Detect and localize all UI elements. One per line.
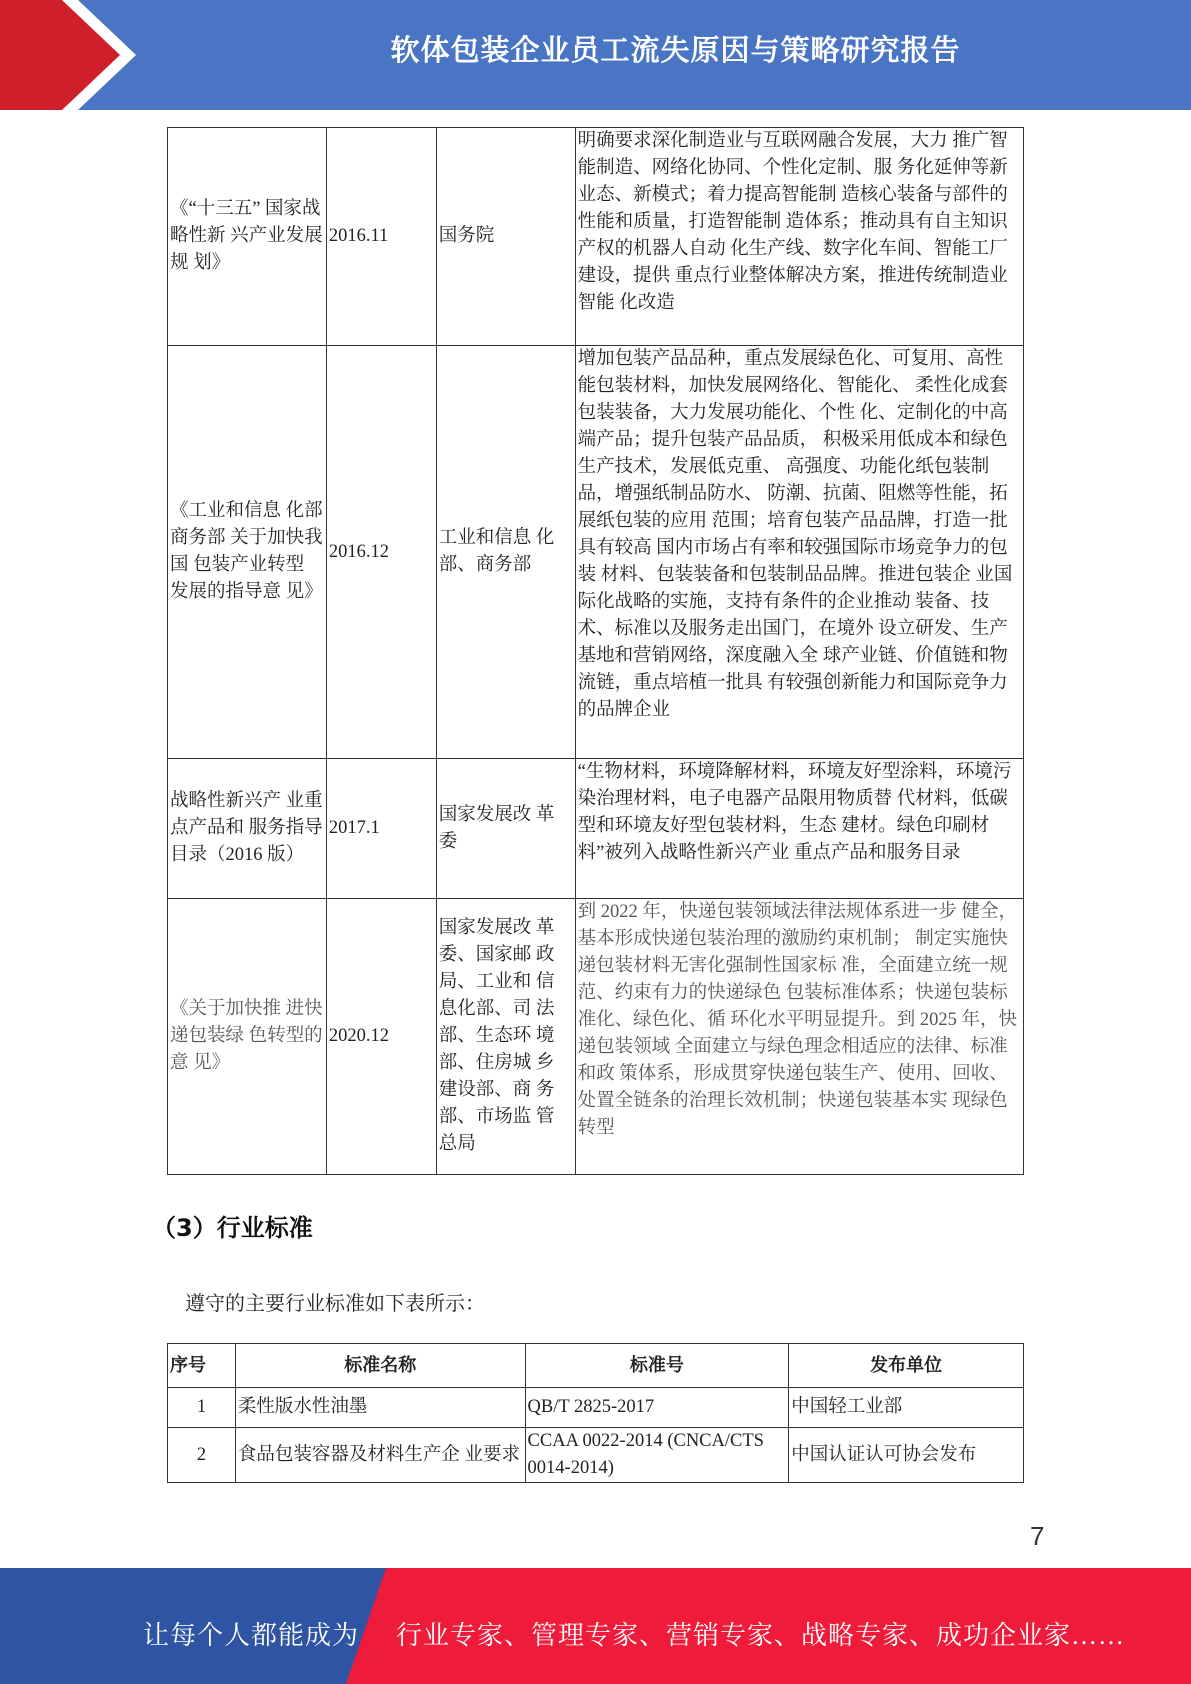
policy-name: 《“十三五” 国家战略性新 兴产业发展规 划》 bbox=[168, 128, 327, 346]
standard-name: 食品包装容器及材料生产企 业要求 bbox=[235, 1428, 525, 1483]
header-arrow-decoration bbox=[0, 0, 150, 110]
policy-date: 2017.1 bbox=[326, 759, 436, 899]
column-header-name: 标准名称 bbox=[235, 1344, 525, 1388]
policy-name: 战略性新兴产 业重点产品和 服务指导目录（2016 版） bbox=[168, 759, 327, 899]
column-header-no: 序号 bbox=[168, 1344, 236, 1388]
standard-code: QB/T 2825-2017 bbox=[525, 1388, 789, 1428]
standards-table bbox=[167, 1343, 1024, 1483]
table-header-row bbox=[168, 1344, 1024, 1388]
policy-issuer: 工业和信息 化部、商务部 bbox=[436, 346, 575, 759]
section-intro: 遵守的主要行业标准如下表所示： bbox=[185, 1293, 485, 1315]
policy-table bbox=[167, 127, 1024, 1175]
policy-issuer: 国家发展改 革委 bbox=[436, 759, 575, 899]
standard-publisher: 中国轻工业部 bbox=[789, 1388, 1024, 1428]
policy-issuer: 国务院 bbox=[436, 128, 575, 346]
table-row bbox=[168, 1428, 1024, 1483]
policy-date: 2016.11 bbox=[326, 128, 436, 346]
report-title: 软体包装企业员工流失原因与策略研究报告 bbox=[390, 33, 961, 67]
standard-no: 2 bbox=[168, 1428, 236, 1483]
table-row bbox=[168, 1388, 1024, 1428]
policy-date: 2016.12 bbox=[326, 346, 436, 759]
policy-content: 到 2022 年，快递包装领域法律法规体系进一步 健全，基本形成快递包装治理的激励约束机制； 制定实施快递包装材料无害化强制性国家标 准，全面建立统一规范、约束有力的快递绿色 包装标准体系；快递包装标准化、绿色化、循 环化水平明显提升。到 2025 年，快递包装领域 全面建立与绿色理念相适应的法律、标准和政 策体系，形成贯穿快递包装生产、使用、回收、 处置全链条的治理长效机制；快递包装基本实 现绿色转型 bbox=[575, 899, 1023, 1175]
table-row bbox=[168, 759, 1024, 899]
policy-name: 《关于加快推 进快递包装绿 色转型的意 见》 bbox=[168, 899, 327, 1175]
footer-slogan-right: 行业专家、管理专家、营销专家、战略专家、成功企业家…… bbox=[396, 1621, 1126, 1650]
section-title: （3）行业标准 bbox=[152, 1214, 313, 1242]
standard-code: CCAA 0022-2014 (CNCA/CTS 0014-2014) bbox=[525, 1428, 789, 1483]
column-header-publisher: 发布单位 bbox=[789, 1344, 1024, 1388]
page-header bbox=[0, 0, 1191, 110]
column-header-code: 标准号 bbox=[525, 1344, 789, 1388]
table-row bbox=[168, 128, 1024, 346]
page-footer bbox=[0, 1568, 1191, 1684]
table-row bbox=[168, 899, 1024, 1175]
standard-no: 1 bbox=[168, 1388, 236, 1428]
policy-issuer: 国家发展改 革委、国家邮 政局、工业和 信息化部、司 法部、生态环 境部、住房城 乡建设部、商 务部、市场监 管总局 bbox=[436, 899, 575, 1175]
standard-name: 柔性版水性油墨 bbox=[235, 1388, 525, 1428]
policy-date: 2020.12 bbox=[326, 899, 436, 1175]
page-number: 7 bbox=[1030, 1521, 1045, 1551]
policy-content: “生物材料，环境降解材料，环境友好型涂料，环境污染治理材料，电子电器产品限用物质替 代材料，低碳型和环境友好型包装材料，生态 建材。绿色印刷材料”被列入战略性新兴产业 重点产品和服务目录 bbox=[575, 759, 1023, 899]
policy-content: 明确要求深化制造业与互联网融合发展，大力 推广智能制造、网络化协同、个性化定制、服 务化延伸等新业态、新模式；着力提高智能制 造核心装备与部件的性能和质量，打造智能制 造体系；推动具有自主知识产权的机器人自动 化生产线、数字化车间、智能工厂建设，提供 重点行业整体解决方案，推进传统制造业智能 化改造 bbox=[575, 128, 1023, 346]
policy-name: 《工业和信息 化部商务部 关于加快我国 包装产业转型 发展的指导意 见》 bbox=[168, 346, 327, 759]
standard-publisher: 中国认证认可协会发布 bbox=[789, 1428, 1024, 1483]
table-row bbox=[168, 346, 1024, 759]
policy-content: 增加包装产品品种，重点发展绿色化、可复用、高性能包装材料，加快发展网络化、智能化、 柔性化成套包装装备，大力发展功能化、个性 化、定制化的中高端产品；提升包装产品品质， 积极采用低成本和绿色生产技术，发展低克重、 高强度、功能化纸包装制品，增强纸制品防水、 防潮、抗菌、阻燃等性能，拓展纸包装的应用 范围；培育包装产品品牌，打造一批具有较高 国内市场占有率和较强国际市场竞争力的包装 材料、包装装备和包装制品品牌。推进包装企 业国际化战略的实施，支持有条件的企业推动 装备、技术、标准以及服务走出国门，在境外 设立研发、生产基地和营销网络，深度融入全 球产业链、价值链和物流链，重点培植一批具 有较强创新能力和国际竞争力的品牌企业 bbox=[575, 346, 1023, 759]
footer-slogan-left: 让每个人都能成为 bbox=[143, 1621, 360, 1650]
page-cut-mask bbox=[160, 1483, 1040, 1523]
